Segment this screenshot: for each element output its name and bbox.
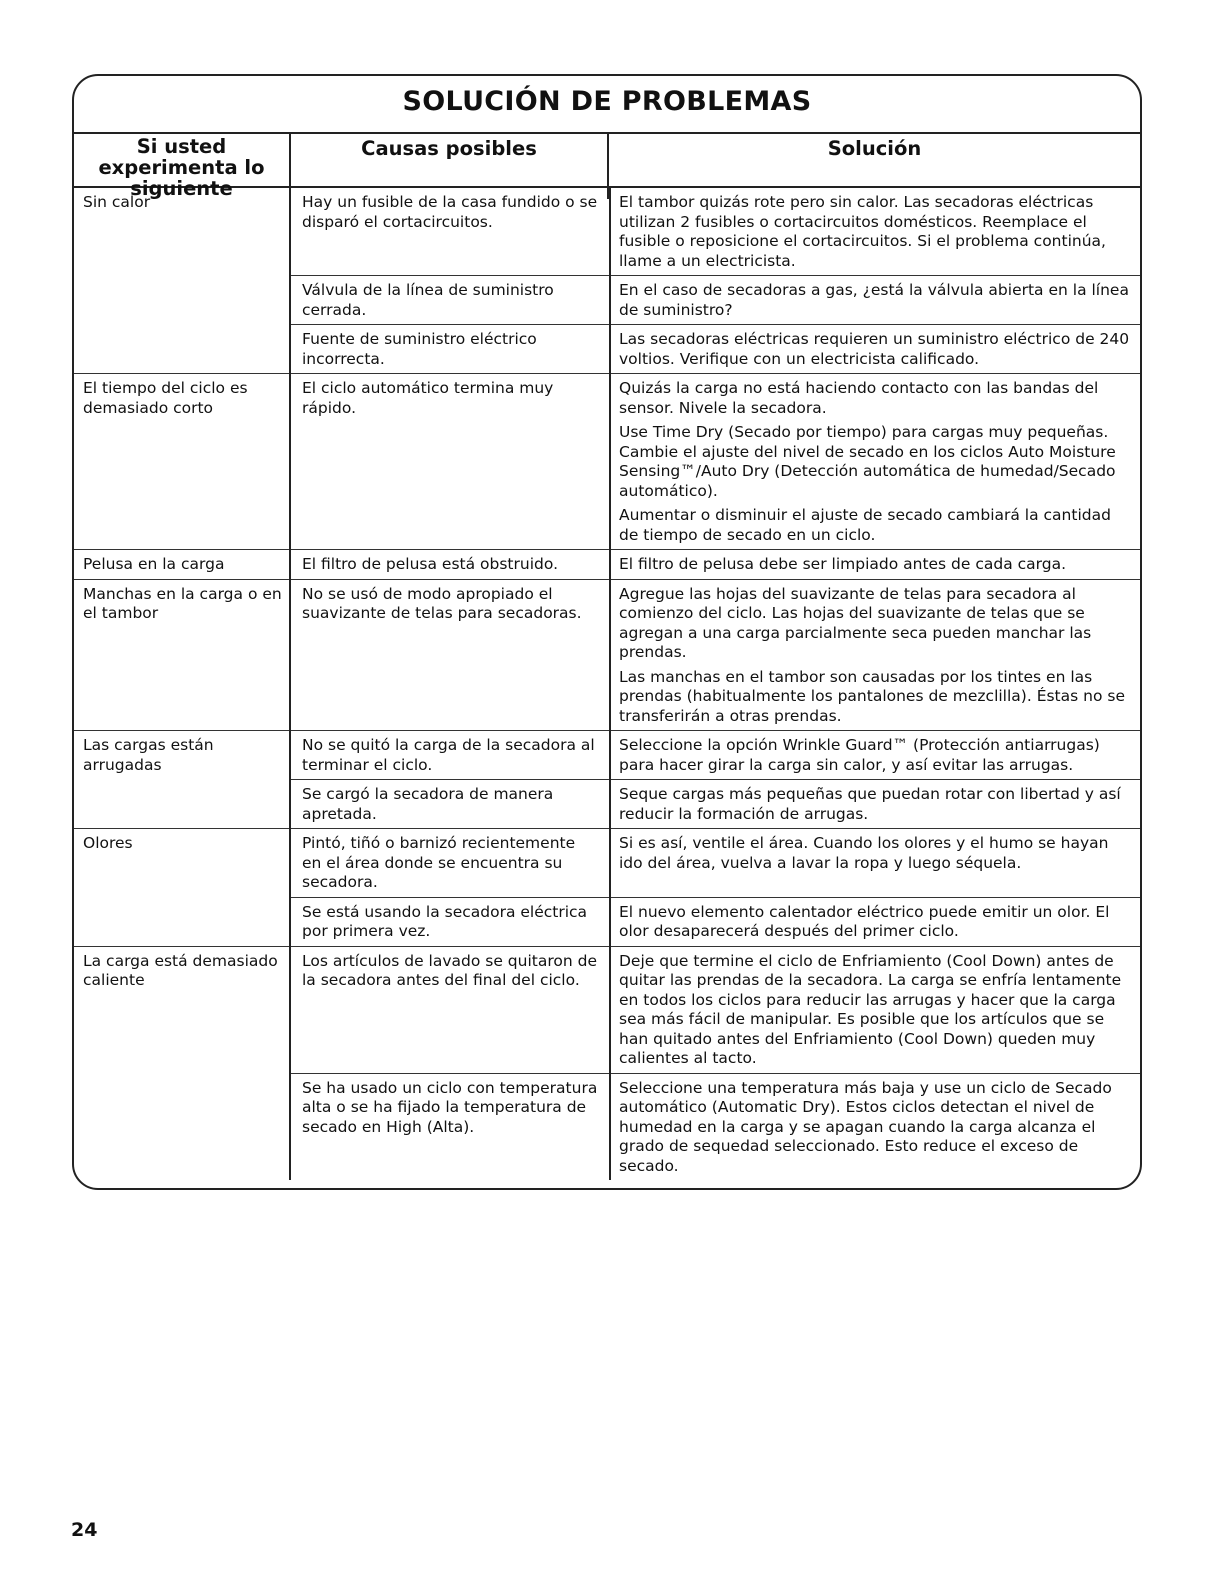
table-row xyxy=(74,947,1140,1181)
table-row xyxy=(74,829,1140,947)
cause-solution-pair xyxy=(291,188,1140,276)
solution-cell xyxy=(609,550,1140,579)
cause-cell: No se usó de modo apropiado el suavizante de telas para secadoras. xyxy=(302,584,582,622)
table-header xyxy=(74,134,1140,200)
solution-cell xyxy=(609,580,1140,731)
solution-paragraph: Seleccione una temperatura más baja y use un ciclo de Secado automático (Automatic Dry). Estos ciclos detectan el nivel de humedad en la carga y se apagan cuando la carga alcanza el grado de sequedad seleccionado. Esto reduce el exceso de secado. xyxy=(619,1078,1112,1175)
symptom-cell: Olores xyxy=(83,834,133,852)
solution-paragraph: El filtro de pelusa debe ser limpiado antes de cada carga. xyxy=(619,555,1067,573)
column-divider xyxy=(289,188,291,1180)
table-row xyxy=(74,731,1140,829)
cause-cell: Hay un fusible de la casa fundido o se disparó el cortacircuitos. xyxy=(302,193,598,231)
table-row xyxy=(74,580,1140,732)
cause-solution-group xyxy=(291,550,1140,579)
solution-paragraph: El nuevo elemento calentador eléctrico puede emitir un olor. El olor desaparecerá después del primer ciclo. xyxy=(619,902,1110,940)
solution-paragraph: Use Time Dry (Secado por tiempo) para cargas muy pequeñas. Cambie el ajuste del nivel de secado en los ciclos Auto Moisture Sensing™/Auto Dry (Detección automática de humedad/Secado automático). xyxy=(619,423,1116,500)
cause-solution-group xyxy=(291,829,1140,946)
troubleshooting-frame xyxy=(72,74,1142,1190)
solution-cell xyxy=(609,947,1140,1073)
cause-solution-pair xyxy=(291,325,1140,373)
symptom-cell: Pelusa en la carga xyxy=(83,555,225,573)
solution-paragraph: En el caso de secadoras a gas, ¿está la válvula abierta en la línea de suministro? xyxy=(619,281,1129,319)
column-divider xyxy=(609,188,611,1180)
cause-cell: Pintó, tiñó o barnizó recientemente en el área donde se encuentra su secadora. xyxy=(302,834,576,891)
solution-paragraph: Seque cargas más pequeñas que puedan rotar con libertad y así reducir la formación de arrugas. xyxy=(619,785,1121,823)
cause-cell: Se cargó la secadora de manera apretada. xyxy=(302,785,554,823)
solution-cell xyxy=(609,276,1140,324)
cause-solution-pair xyxy=(291,550,1140,579)
table-row xyxy=(74,374,1140,550)
solution-paragraph: Deje que termine el ciclo de Enfriamiento (Cool Down) antes de quitar las prendas de la secadora. La carga se enfría lentamente en todos los ciclos para reducir las arrugas y hacer que la carga sea más fácil de manipular. Es posible que los artículos que se han quitado antes del Enfriamiento (Cool Down) queden muy calientes al tacto. xyxy=(619,951,1122,1067)
cause-cell: Fuente de suministro eléctrico incorrecta. xyxy=(302,330,537,368)
cause-cell: Los artículos de lavado se quitaron de la secadora antes del final del ciclo. xyxy=(302,951,597,989)
solution-cell xyxy=(609,325,1140,373)
solution-cell xyxy=(609,1074,1140,1181)
cause-cell: Válvula de la línea de suministro cerrada. xyxy=(302,281,554,319)
header-symptom: Si usted experimenta lo siguiente xyxy=(74,134,291,199)
cause-solution-group xyxy=(291,374,1140,549)
cause-cell: Se ha usado un ciclo con temperatura alta o se ha fijado la temperatura de secado en High (Alta). xyxy=(302,1078,598,1136)
cause-cell: El ciclo automático termina muy rápido. xyxy=(302,379,554,417)
solution-cell xyxy=(609,898,1140,946)
solution-cell xyxy=(609,780,1140,828)
solution-paragraph: El tambor quizás rote pero sin calor. Las secadoras eléctricas utilizan 2 fusibles o cortacircuitos domésticos. Reemplace el fusible o reposicione el cortacircuitos. Si el problema continúa, llame a un electricista. xyxy=(619,193,1106,270)
solution-paragraph: Las manchas en el tambor son causadas por los tintes en las prendas (habitualmente los pantalones de mezclilla). Éstas no se transferirán a otras prendas. xyxy=(619,667,1125,725)
cause-cell: No se quitó la carga de la secadora al terminar el ciclo. xyxy=(302,736,595,774)
cause-solution-group xyxy=(291,188,1140,373)
solution-cell xyxy=(609,188,1140,275)
page-number: 24 xyxy=(71,1519,98,1541)
solution-cell xyxy=(609,731,1140,779)
cause-solution-pair xyxy=(291,829,1140,898)
cause-solution-pair xyxy=(291,374,1140,549)
solution-paragraph: Seleccione la opción Wrinkle Guard™ (Protección antiarrugas) para hacer girar la carga sin calor, y así evitar las arrugas. xyxy=(619,736,1100,774)
cause-solution-pair xyxy=(291,731,1140,780)
solution-cell xyxy=(609,829,1140,897)
solution-paragraph: Las secadoras eléctricas requieren un suministro eléctrico de 240 voltios. Verifique con un electricista calificado. xyxy=(619,330,1130,368)
header-solution: Solución xyxy=(827,137,922,160)
cause-solution-pair xyxy=(291,947,1140,1074)
cause-solution-group xyxy=(291,731,1140,828)
header-cause: Causas posibles xyxy=(291,134,609,199)
symptom-cell: Las cargas están arrugadas xyxy=(83,736,214,774)
solution-paragraph: Si es así, ventile el área. Cuando los olores y el humo se hayan ido del área, vuelva a lavar la ropa y luego séquela. xyxy=(619,834,1109,872)
solution-paragraph: Quizás la carga no está haciendo contacto con las bandas del sensor. Nivele la secadora. xyxy=(619,379,1099,417)
cause-solution-group xyxy=(291,580,1140,731)
table-row xyxy=(74,550,1140,580)
symptom-cell: Manchas en la carga o en el tambor xyxy=(83,584,282,622)
solution-paragraph: Aumentar o disminuir el ajuste de secado cambiará la cantidad de tiempo de secado en un ciclo. xyxy=(619,506,1111,544)
table-row xyxy=(74,188,1140,374)
cause-solution-pair xyxy=(291,780,1140,828)
cause-solution-pair xyxy=(291,1074,1140,1181)
cause-cell: El filtro de pelusa está obstruido. xyxy=(302,555,558,573)
solution-paragraph: Agregue las hojas del suavizante de telas para secadora al comienzo del ciclo. Las hojas del suavizante de telas que se agregan a una carga parcialmente seca pueden manchar las prendas. xyxy=(619,584,1092,661)
symptom-cell: Sin calor xyxy=(83,193,151,211)
cause-solution-pair xyxy=(291,276,1140,325)
cause-solution-pair xyxy=(291,580,1140,731)
symptom-cell: La carga está demasiado caliente xyxy=(83,951,278,989)
table-body xyxy=(74,188,1140,1180)
troubleshooting-table xyxy=(74,134,1140,1180)
cause-solution-pair xyxy=(291,898,1140,946)
symptom-cell: El tiempo del ciclo es demasiado corto xyxy=(83,379,248,417)
cause-cell: Se está usando la secadora eléctrica por primera vez. xyxy=(302,902,588,940)
cause-solution-group xyxy=(291,947,1140,1181)
solution-cell xyxy=(609,374,1140,549)
page-title: SOLUCIÓN DE PROBLEMAS xyxy=(74,76,1140,134)
